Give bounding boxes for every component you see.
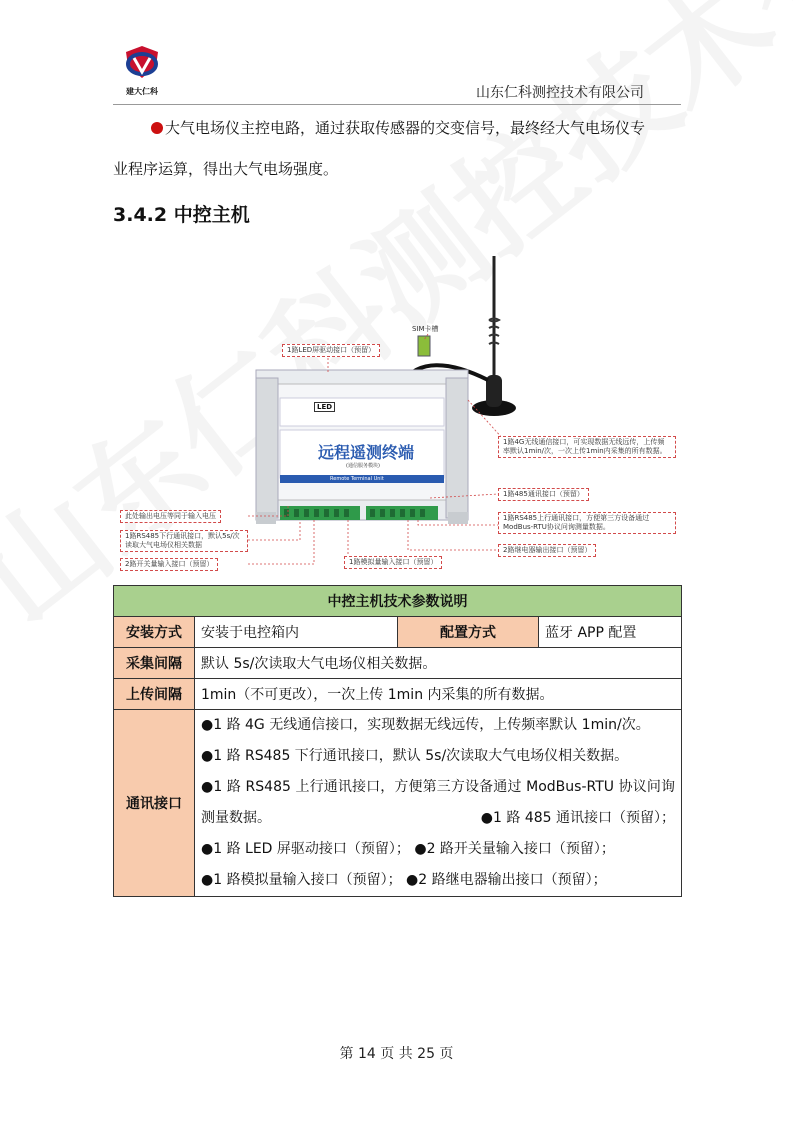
- device-figure: [118, 250, 678, 580]
- table-row: [114, 648, 682, 679]
- comm-label: 通讯接口: [114, 710, 195, 897]
- comm-item: ●1 路 LED 屏驱动接口（预留）；: [201, 841, 410, 857]
- callout-power: 此处输出电压等同于输入电压: [120, 510, 221, 523]
- callout-switch: 2路开关量输入接口（预留）: [120, 558, 218, 571]
- comm-item: ●1 路 4G 无线通信接口，实现数据无线远传，上传频率默认 1min/次。: [201, 717, 650, 733]
- device-title: 远程遥测终端: [318, 443, 415, 462]
- callout-rs485-reserve: 1路485通讯接口（预留）: [498, 488, 589, 501]
- device-led-label: LED: [314, 402, 335, 412]
- device-subtitle: (通信服务模块): [346, 463, 380, 469]
- callout-sim: SIM卡槽: [412, 325, 439, 333]
- page-footer: 第 14 页 共 25 页: [339, 1046, 454, 1062]
- comm-item: ●1 路 RS485 上行通讯接口，方便第三方设备通过 ModBus-RTU 协议问询测量数据。: [201, 779, 675, 826]
- callout-wireless: 1路4G无线通信接口，可实现数据无线远传，上传频率默认1min/次，一次上传1min内采集的所有数据。: [498, 436, 676, 458]
- upload-value: 1min（不可更改），一次上传 1min 内采集的所有数据。: [195, 679, 682, 710]
- upload-label: 上传间隔: [114, 679, 195, 710]
- comm-item: ●1 路模拟量输入接口（预留）；: [201, 872, 402, 888]
- callout-relay: 2路继电器输出接口（预留）: [498, 544, 596, 557]
- comm-item: ●1 路 485 通讯接口（预留）；: [480, 810, 675, 826]
- comm-item: ●2 路开关量输入接口（预留）；: [414, 841, 615, 857]
- table-title-row: [114, 586, 682, 617]
- header-rule: [113, 104, 681, 105]
- intro-line-1: 大气电场仪主控电路，通过获取传感器的交变信号，最终经大气电场仪专: [113, 118, 683, 138]
- section-heading: 3.4.2 中控主机: [113, 204, 250, 226]
- comm-item: ●1 路 RS485 下行通讯接口，默认 5s/次读取大气电场仪相关数据。: [201, 748, 629, 764]
- config-value: 蓝牙 APP 配置: [539, 617, 682, 648]
- company-name: 山东仁科测控技术有限公司: [476, 85, 644, 101]
- callout-rs485-down: 1路RS485下行通讯接口，默认5s/次读取大气电场仪相关数据: [120, 530, 248, 552]
- table-row: [114, 679, 682, 710]
- collect-label: 采集间隔: [114, 648, 195, 679]
- collect-value: 默认 5s/次读取大气电场仪相关数据。: [195, 648, 682, 679]
- comm-item: ●2 路继电器输出接口（预留）；: [406, 872, 607, 888]
- config-label: 配置方式: [398, 617, 539, 648]
- table-row: [114, 617, 682, 648]
- callout-analog: 1路模拟量输入接口（预留）: [344, 556, 442, 569]
- callout-led: 1路LED屏驱动接口（预留）: [282, 344, 380, 357]
- table-row: [114, 710, 682, 897]
- comm-value: [195, 710, 682, 897]
- callout-rs485-up: 1路RS485上行通讯接口，方便第三方设备通过ModBus-RTU协议问询测量数据。: [498, 512, 676, 534]
- device-english-name: Remote Terminal Unit: [330, 476, 384, 482]
- sim-card-icon: [418, 336, 430, 356]
- spec-table: [113, 585, 682, 897]
- install-value: 安装于电控箱内: [195, 617, 398, 648]
- install-label: 安装方式: [114, 617, 195, 648]
- table-title: 中控主机技术参数说明: [114, 586, 682, 617]
- red-bullet-icon: [151, 122, 163, 134]
- intro-line-2: 业程序运算，得出大气电场强度。: [113, 160, 339, 178]
- logo-text: 建大仁科: [126, 87, 158, 96]
